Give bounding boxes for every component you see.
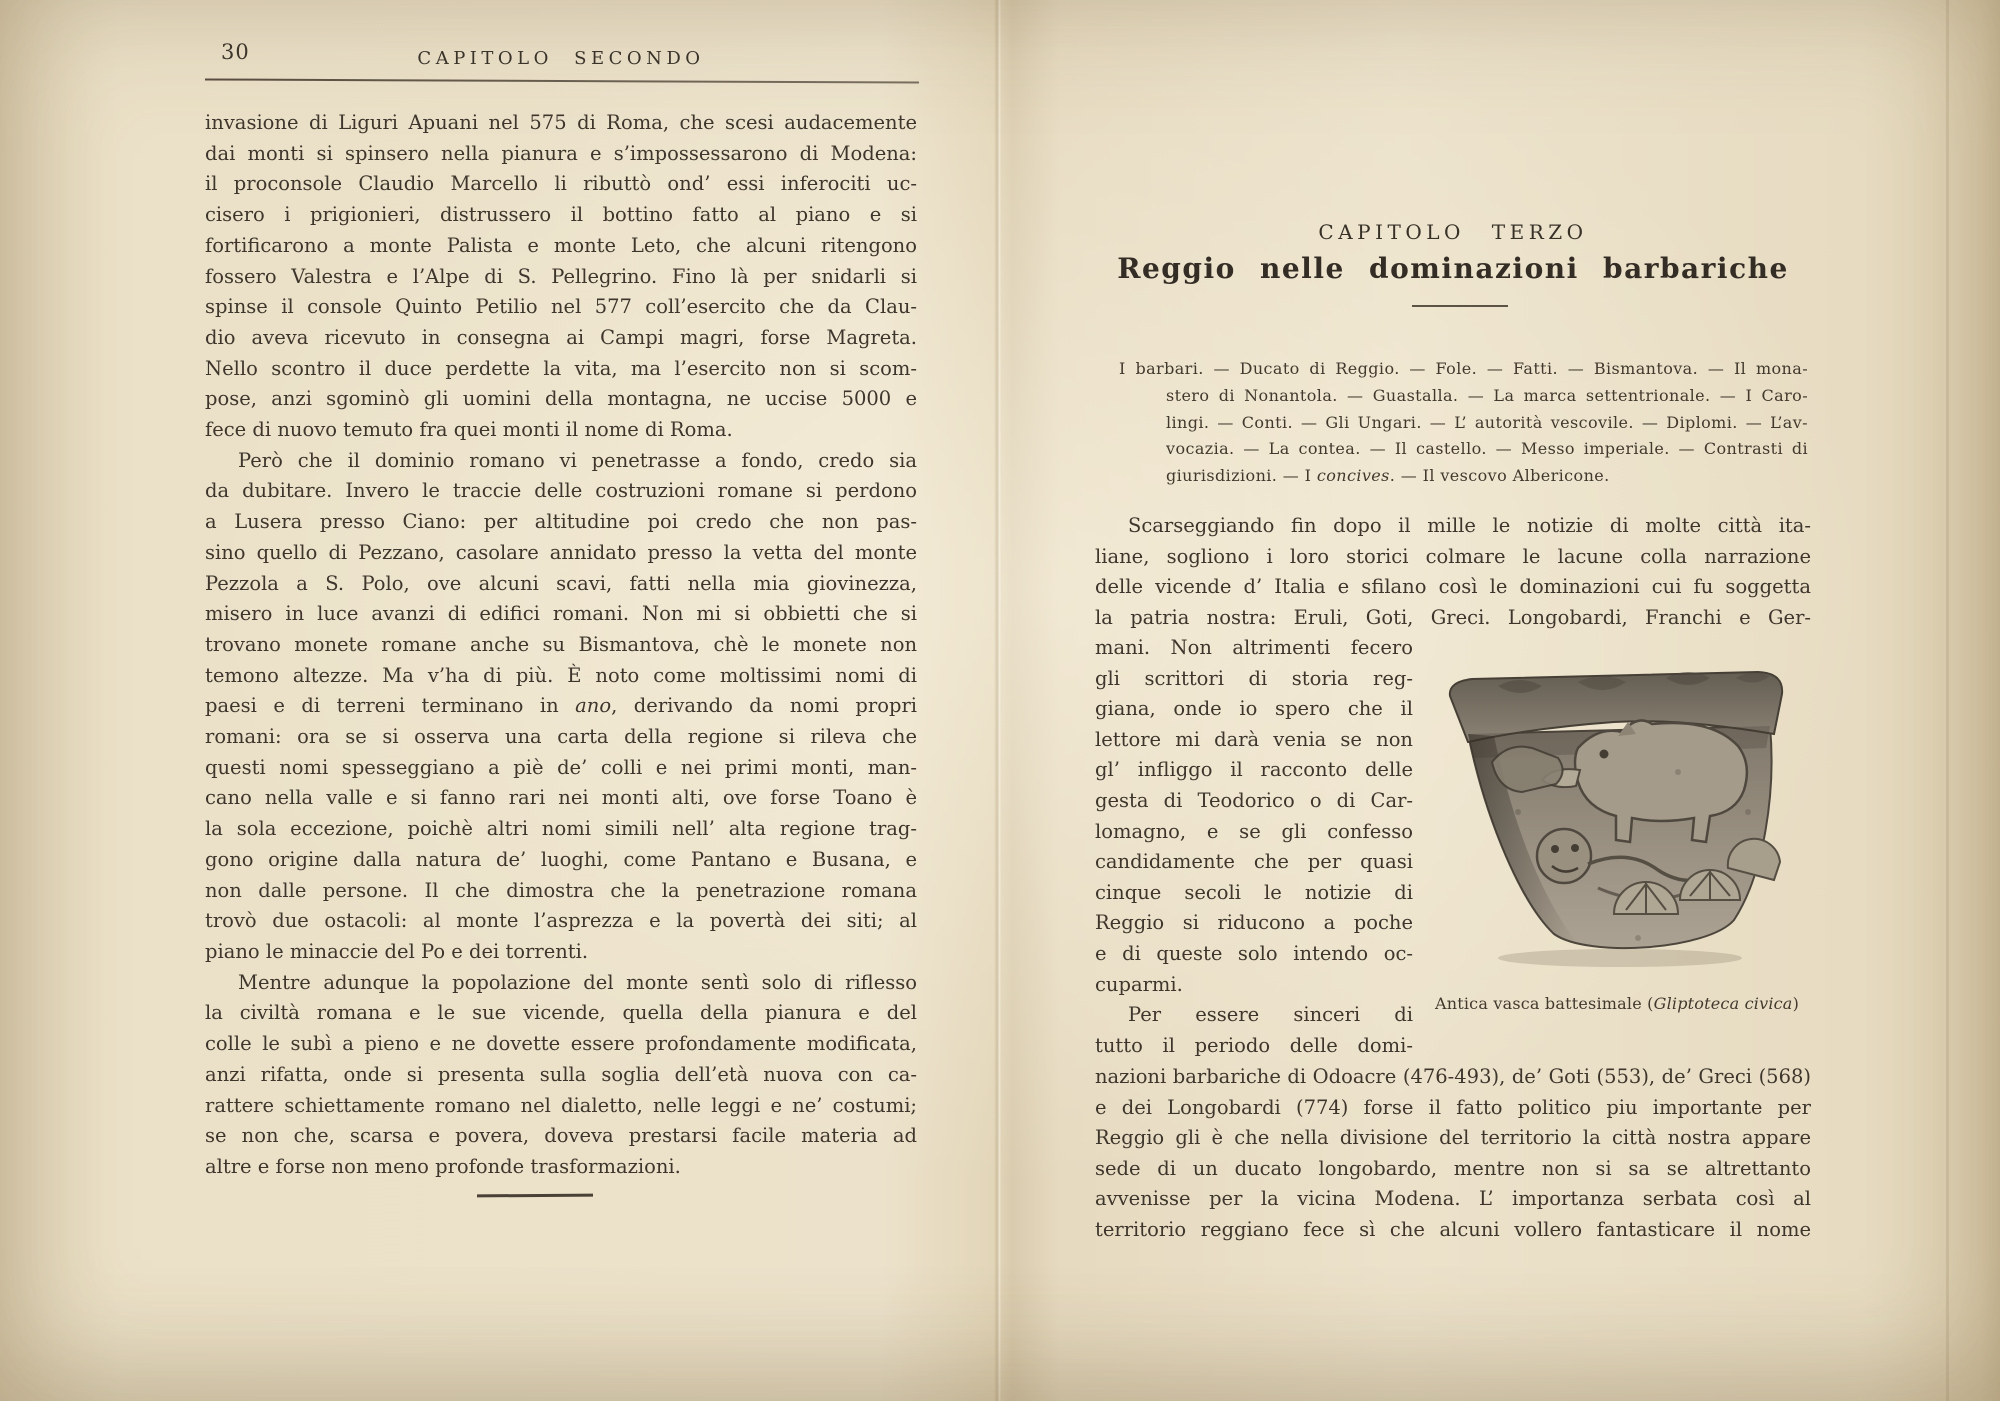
text-line: non dalle persone. Il che dimostra che la penetrazione romana	[205, 878, 917, 902]
text-line: spinse il console Quinto Petilio nel 577 coll’esercito che da Clau-	[205, 295, 917, 319]
basin-figure	[1428, 652, 1806, 1013]
text-line: la sola eccezione, poichè altri nomi simili nell’ alta regione trag-	[205, 817, 917, 841]
text-line: fortificarono a monte Palista e monte Leto, che alcuni ritengono	[205, 233, 917, 257]
chapter-end-rule	[477, 1194, 593, 1198]
text-line: temono altezze. Ma v’ha di più. È noto come moltissimi nomi di	[205, 663, 917, 687]
text-line: Reggio gli è che nella divisione del territorio la città nostra appare	[1095, 1126, 1811, 1150]
text-line: la civiltà romana e le sue vicende, quella della pianura e del	[205, 1001, 917, 1025]
text-line: romani: ora se si osserva una carta della regione si rileva che	[205, 725, 917, 749]
text-line: gono origine dalla natura de’ luoghi, come Pantano e Busana, e	[205, 847, 917, 871]
basin-illustration	[1428, 652, 1806, 970]
text-line: Pezzola a S. Polo, ove alcuni scavi, fatti nella mia giovinezza,	[205, 571, 917, 595]
body-text-bottom	[1095, 1062, 1811, 1246]
text-line: lettore mi darà venia se non	[1095, 727, 1413, 751]
body-text-top	[1095, 511, 1811, 633]
text-line: Reggio si riducono a poche	[1095, 911, 1413, 935]
chapter-summary	[1119, 356, 1808, 490]
running-head: CAPITOLO SECONDO	[417, 48, 705, 69]
text-line: trovò due ostacoli: al monte l’asprezza e la povertà dei siti; al	[205, 909, 917, 933]
text-line: dio aveva ricevuto in consegna ai Campi magri, forse Magreta.	[205, 325, 917, 349]
text-line: cinque secoli le notizie di	[1095, 880, 1413, 904]
text-line: e di queste solo intendo oc-	[1095, 941, 1413, 965]
text-line: rattere schiettamente romano nel dialetto, nelle leggi e ne’ costumi;	[205, 1093, 917, 1117]
text-line: Per essere sinceri di	[1128, 1003, 1413, 1027]
text-line: Mentre adunque la popolazione del monte sentì solo di riflesso	[238, 970, 917, 994]
text-line: gl’ infliggo il racconto delle	[1095, 758, 1413, 782]
text-line: lomagno, e se gli confesso	[1095, 819, 1413, 843]
text-line: Scarseggiando fin dopo il mille le notizie di molte città ita-	[1128, 514, 1811, 537]
text-line: sede di un ducato longobardo, mentre non si sa se altrettanto	[1095, 1156, 1811, 1180]
text-line: misero in luce avanzi di edifici romani. Non mi si obbietti che si	[205, 602, 917, 626]
text-line: anzi rifatta, onde si presenta sulla soglia dell’età nuova con ca-	[205, 1062, 917, 1086]
text-line: sino quello di Pezzano, casolare annidato presso la vetta del monte	[205, 540, 917, 564]
text-line: giurisdizioni. — I concives. — Il vescovo Albericone.	[1166, 466, 1610, 486]
text-line: gli scrittori di storia reg-	[1095, 666, 1413, 690]
text-line: giana, onde io spero che il	[1095, 697, 1413, 721]
page-number: 30	[221, 40, 250, 64]
text-line: lingi. — Conti. — Gli Ungari. — L’ autorità vescovile. — Diplomi. — L’av-	[1166, 412, 1808, 432]
text-line: fossero Valestra e l’Alpe di S. Pellegrino. Fino là per snidarli si	[205, 264, 917, 288]
text-line: tutto il periodo delle domi-	[1095, 1033, 1413, 1057]
figure-caption	[1420, 993, 1814, 1015]
text-line: stero di Nonantola. — Guastalla. — La marca settentrionale. — I Caro-	[1166, 385, 1808, 405]
text-line: il proconsole Claudio Marcello li ributtò ond’ essi inferociti uc-	[205, 172, 917, 196]
text-line: la patria nostra: Eruli, Goti, Greci. Longobardi, Franchi e Ger-	[1095, 605, 1811, 629]
text-line: delle vicende d’ Italia e sfilano così le dominazioni cui fu soggetta	[1095, 575, 1811, 599]
text-line: gesta di Teodorico o di Car-	[1095, 788, 1413, 812]
text-line: liane, sogliono i loro storici colmare le lacune colla narrazione	[1095, 544, 1811, 568]
text-line: invasione di Liguri Apuani nel 575 di Roma, che scesi audacemente	[205, 111, 917, 134]
text-line: e dei Longobardi (774) forse il fatto politico piu importante per	[1095, 1095, 1811, 1119]
text-line: se non che, scarsa e povera, doveva prestarsi facile materia ad	[205, 1124, 917, 1148]
text-line: a Lusera presso Ciano: per altitudine poi credo che non pas-	[205, 510, 917, 534]
body-text-wrap-column	[1095, 633, 1413, 1061]
text-line: candidamente che per quasi	[1095, 850, 1413, 874]
text-line: mani. Non altrimenti fecero	[1095, 636, 1413, 659]
text-line: colle le subì a pieno e ne dovette essere profondamente modificata,	[205, 1032, 917, 1056]
text-line: avvenisse per la vicina Modena. L’ importanza serbata così al	[1095, 1187, 1811, 1211]
text-line: cisero i prigionieri, distrussero il bottino fatto al piano e si	[205, 203, 917, 227]
page-edge-line	[1946, 0, 1949, 1401]
chapter-title: Reggio nelle dominazioni barbariche	[1117, 252, 1789, 285]
text-line: nazioni barbariche di Odoacre (476-493), de’ Goti (553), de’ Greci (568)	[1095, 1065, 1811, 1088]
text-line: dai monti si spinsero nella pianura e s’impossessarono di Modena:	[205, 141, 917, 165]
text-line: fece di nuovo temuto fra quei monti il nome di Roma.	[205, 418, 733, 442]
left-page-body-text	[205, 108, 917, 1183]
gutter-crease-shadow	[994, 0, 1001, 1401]
text-line: pose, anzi sgominò gli uomini della montagna, ne uccise 5000 e	[205, 387, 917, 411]
text-line: Antica vasca battesimale (Gliptoteca civica)	[1434, 994, 1800, 1013]
text-line: cuparmi.	[1095, 972, 1183, 996]
text-line: territorio reggiano fece sì che alcuni vollero fantasticare il nome	[1095, 1217, 1811, 1241]
chapter-heading: CAPITOLO TERZO	[1318, 220, 1588, 244]
text-line: vocazia. — La contea. — Il castello. — Messo imperiale. — Contrasti di	[1166, 439, 1808, 459]
title-rule	[1412, 305, 1508, 307]
text-line: paesi e di terreni terminano in ano, derivando da nomi propri	[205, 694, 918, 718]
text-line: I barbari. — Ducato di Reggio. — Fole. — Fatti. — Bismantova. — Il mona-	[1119, 359, 1808, 378]
text-line: Però che il dominio romano vi penetrasse a fondo, credo sia	[238, 448, 917, 472]
header-rule	[205, 78, 919, 83]
text-line: cano nella valle e si fanno rari nei monti alti, ove forse Toano è	[205, 786, 917, 810]
text-line: Nello scontro il duce perdette la vita, ma l’esercito non si scom-	[205, 356, 917, 380]
text-line: questi nomi spesseggiano a piè de’ colli e nei primi monti, man-	[205, 755, 917, 779]
text-line: altre e forse non meno profonde trasformazioni.	[205, 1154, 681, 1178]
text-line: da dubitare. Invero le traccie delle costruzioni romane si perdono	[205, 479, 917, 503]
text-line: piano le minaccie del Po e dei torrenti.	[205, 939, 589, 963]
text-line: trovano monete romane anche su Bismantova, chè le monete non	[205, 632, 917, 656]
